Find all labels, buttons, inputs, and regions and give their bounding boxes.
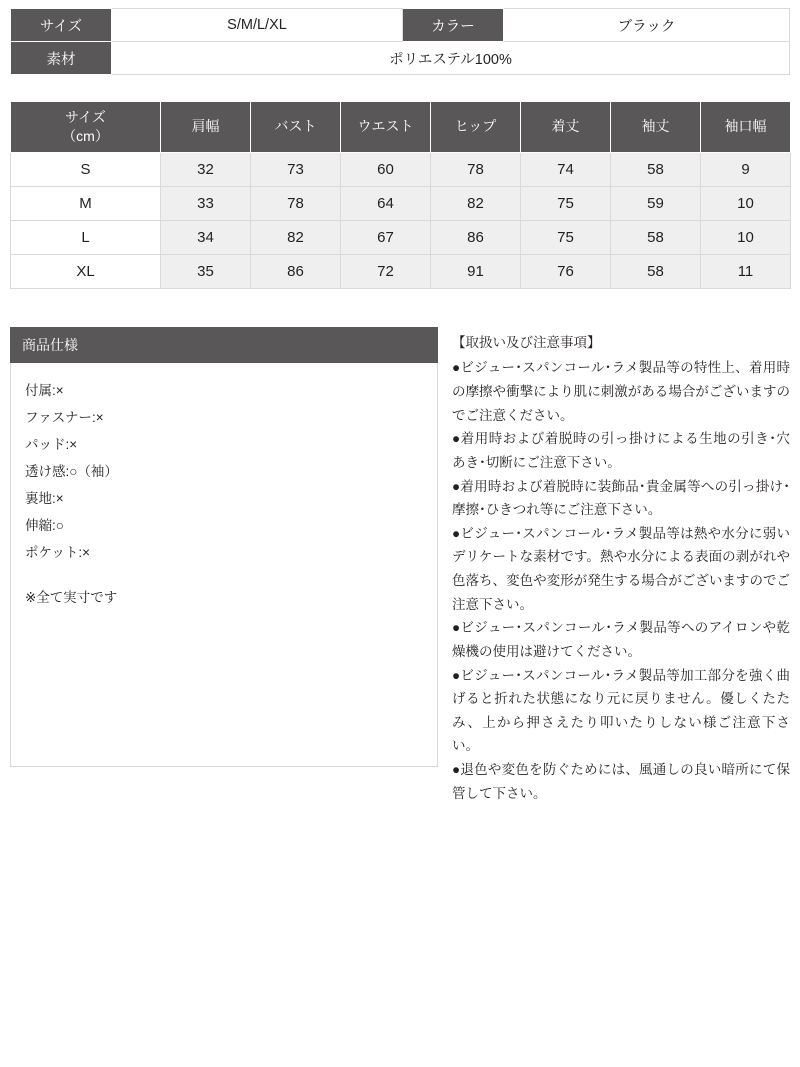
notice-item: ●退色や変色を防ぐためには、風通しの良い暗所にて保管して下さい。 [452, 762, 790, 801]
size-chart-header-row [11, 102, 791, 153]
details-section [10, 327, 790, 806]
size-chart-table [10, 101, 791, 289]
attr-value-color: ブラック [504, 9, 790, 42]
cell-hip: 82 [431, 186, 521, 220]
cell-waist: 72 [341, 254, 431, 288]
cell-waist: 60 [341, 152, 431, 186]
spec-line-pad: パッド:× [25, 436, 78, 452]
cell-size: L [11, 220, 161, 254]
attr-label-size: サイズ [11, 9, 112, 42]
cell-length: 75 [521, 186, 611, 220]
col-header-size [11, 102, 161, 153]
col-header-waist: ウエスト [341, 102, 431, 153]
cell-hip: 86 [431, 220, 521, 254]
col-header-size-line2: （cm） [62, 127, 109, 144]
attr-value-material: ポリエステル100% [112, 42, 790, 75]
cell-cuff-width: 11 [701, 254, 791, 288]
attr-label-color: カラー [403, 9, 504, 42]
cell-length: 74 [521, 152, 611, 186]
spec-line-accessory: 付属:× [25, 382, 64, 398]
table-row [11, 9, 790, 42]
product-spec-title: 商品仕様 [10, 327, 438, 363]
notice-item: ●着用時および着脱時に装飾品･貴金属等への引っ掛け･摩擦･ひきつれ等にご注意下さい。 [452, 478, 790, 518]
cell-size: S [11, 152, 161, 186]
cell-sleeve-length: 58 [611, 254, 701, 288]
cell-bust: 73 [251, 152, 341, 186]
cell-hip: 78 [431, 152, 521, 186]
col-header-sleeve-length: 袖丈 [611, 102, 701, 153]
cell-shoulder: 35 [161, 254, 251, 288]
cell-shoulder: 34 [161, 220, 251, 254]
table-row [11, 254, 791, 288]
spec-line-stretch: 伸縮:○ [25, 517, 64, 533]
cell-shoulder: 33 [161, 186, 251, 220]
cell-sleeve-length: 59 [611, 186, 701, 220]
table-row [11, 152, 791, 186]
cell-bust: 82 [251, 220, 341, 254]
spacer [25, 566, 423, 584]
notice-item: ●ビジュー･スパンコール･ラメ製品等の特性上、着用時の摩擦や衝撃により肌に刺激がある場合がございますのでご注意ください。 [452, 360, 790, 423]
cell-hip: 91 [431, 254, 521, 288]
col-header-length: 着丈 [521, 102, 611, 153]
cell-bust: 86 [251, 254, 341, 288]
cell-bust: 78 [251, 186, 341, 220]
spec-line-lining: 裏地:× [25, 490, 64, 506]
product-spec-body [10, 363, 438, 767]
cell-cuff-width: 10 [701, 220, 791, 254]
product-spec-panel [10, 327, 438, 806]
cell-cuff-width: 9 [701, 152, 791, 186]
cell-shoulder: 32 [161, 152, 251, 186]
notice-item: ●着用時および着脱時の引っ掛けによる生地の引き･穴あき･切断にご注意下さい。 [452, 431, 790, 470]
col-header-bust: バスト [251, 102, 341, 153]
table-row [11, 42, 790, 75]
cell-length: 76 [521, 254, 611, 288]
col-header-cuff-width: 袖口幅 [701, 102, 791, 153]
attr-label-material: 素材 [11, 42, 112, 75]
notice-item: ●ビジュー･スパンコール･ラメ製品等へのアイロンや乾燥機の使用は避けてください。 [452, 620, 790, 659]
attr-value-size: S/M/L/XL [112, 9, 403, 42]
cell-size: M [11, 186, 161, 220]
cell-sleeve-length: 58 [611, 152, 701, 186]
table-row [11, 186, 791, 220]
cell-sleeve-length: 58 [611, 220, 701, 254]
notice-title: 【取扱い及び注意事項】 [452, 334, 601, 350]
spec-line-sheerness: 透け感:○（袖） [25, 463, 118, 479]
spec-line-pocket: ポケット:× [25, 544, 90, 560]
cell-size: XL [11, 254, 161, 288]
size-chart-section [10, 101, 790, 289]
cell-waist: 67 [341, 220, 431, 254]
col-header-hip: ヒップ [431, 102, 521, 153]
cell-cuff-width: 10 [701, 186, 791, 220]
notice-panel [452, 327, 790, 806]
product-attribute-table [10, 8, 790, 75]
cell-length: 75 [521, 220, 611, 254]
spec-line-zipper: ファスナー:× [25, 409, 104, 425]
spec-footnote: ※全て実寸です [25, 589, 118, 605]
notice-item: ●ビジュー･スパンコール･ラメ製品等加工部分を強く曲げると折れた状態になり元に戻りません。優しくたたみ、上から押さえたり叩いたりしない様ご注意下さい。 [452, 667, 790, 754]
table-row [11, 220, 791, 254]
col-header-shoulder: 肩幅 [161, 102, 251, 153]
col-header-size-line1: サイズ [65, 109, 106, 125]
cell-waist: 64 [341, 186, 431, 220]
notice-item: ●ビジュー･スパンコール･ラメ製品等は熱や水分に弱いデリケートな素材です。熱や水分による表面の剥がれや色落ち、変色や変形が発生する場合がございますのでご注意下さい。 [452, 525, 790, 612]
